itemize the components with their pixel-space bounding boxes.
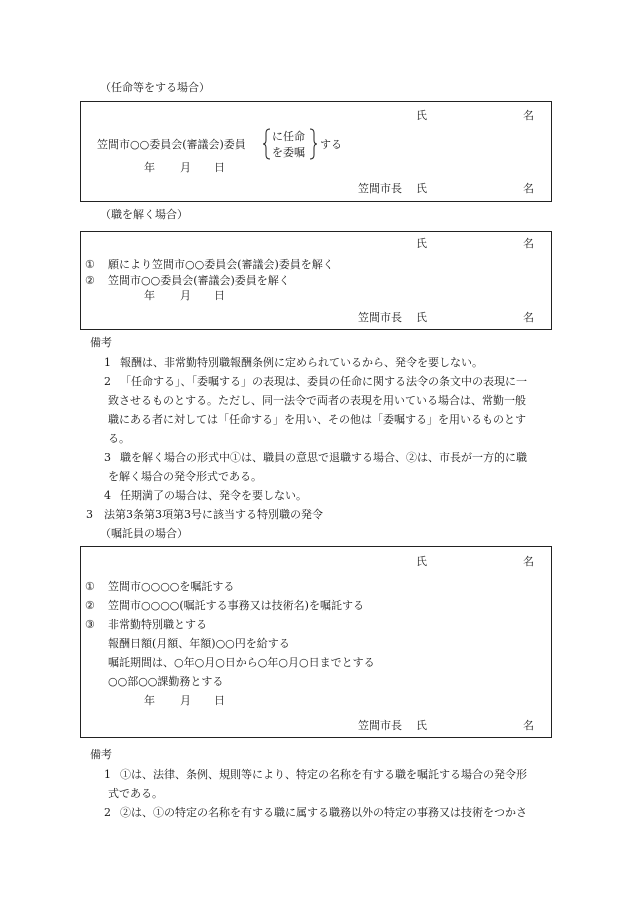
remarks1-title: 備考	[90, 336, 112, 349]
section1-name-label-1: 氏	[416, 109, 427, 122]
section3-sub-remuneration: 報酬日額(月額、年額)○○円を給する	[108, 637, 290, 650]
remarks2-title: 備考	[90, 748, 112, 761]
section1-date-day: 日	[214, 161, 225, 174]
remarks1-number-4: 4	[104, 489, 111, 502]
section1-signer-name-1: 氏	[416, 182, 427, 195]
section3-item1-text: 笠間市○○○○を嘱託する	[108, 580, 235, 593]
remarks1-text-1: 報酬は、非常勤特別職報酬条例に定められているから、発令を要しない。	[120, 356, 483, 369]
remarks1-text-3-line1: 職を解く場合の形式中①は、職員の意思で退職する場合、②は、市長が一方的に職	[120, 451, 527, 464]
section2-date-day: 日	[214, 289, 225, 302]
remarks1-text-2-line3: 職にある者に対しては「任命する」を用い、その他は「委嘱する」を用いるものとす	[108, 413, 526, 426]
section3-item3-text: 非常勤特別職とする	[108, 618, 207, 631]
section2-signer-name-2: 名	[523, 311, 534, 324]
section3-item2-text: 笠間市○○○○(嘱託する事務又は技術名)を嘱託する	[108, 599, 364, 612]
remarks1-text-4: 任期満了の場合は、発令を要しない。	[120, 489, 307, 502]
section3-date-month: 月	[180, 694, 191, 707]
section3-item1-marker: ①	[85, 580, 95, 593]
section2-date-year: 年	[144, 289, 155, 302]
section3-item2-marker: ②	[85, 599, 95, 612]
section1-appointment-line: 笠間市○○委員会(審議会)委員	[97, 138, 246, 151]
section1-bracket-option-appoint: に任命	[272, 130, 305, 143]
section1-date-month: 月	[180, 161, 191, 174]
remarks2-text-1-line2: 式である。	[108, 787, 163, 800]
section2-date-month: 月	[180, 289, 191, 302]
section3-date-year: 年	[144, 694, 155, 707]
section2-signer: 笠間市長	[358, 311, 402, 324]
section1-line-suffix: する	[320, 138, 342, 151]
remarks1-number-3: 3	[104, 451, 111, 464]
remarks2-number-1: 1	[104, 768, 111, 781]
remarks1-text-2-line2: 致させるものとする。ただし、同一法令で両者の表現を用いている場合は、常勤一般	[108, 394, 526, 407]
section3-sub-assignment: ○○部○○課勤務とする	[108, 675, 224, 688]
remarks2-text-2: ②は、①の特定の名称を有する職に属する職務以外の特定の事務又は技術をつかさ	[120, 806, 527, 819]
remarks1-text-2-line1: 「任命する」、「委嘱する」の表現は、委員の任命に関する法令の条文中の表現に一	[120, 375, 527, 388]
section3-number: 3	[86, 508, 93, 521]
section2-item2-marker: ②	[85, 274, 95, 287]
section1-heading: （任命等をする場合）	[100, 81, 210, 94]
section1-signer-name-2: 名	[523, 182, 534, 195]
section2-heading: （職を解く場合）	[100, 208, 188, 221]
section3-name-label-2: 名	[523, 555, 534, 568]
remarks1-number-1: 1	[104, 356, 111, 369]
section3-item3-marker: ③	[85, 618, 95, 631]
section3-name-label-1: 氏	[416, 555, 427, 568]
section1-bracket-option-commission: を委嘱	[272, 146, 305, 159]
section3-signer-name-2: 名	[523, 719, 534, 732]
remarks1-text-2-line4: る。	[108, 432, 130, 445]
section2-name-label-2: 名	[523, 237, 534, 250]
remarks2-number-2: 2	[104, 806, 111, 819]
section2-item1-marker: ①	[85, 258, 95, 271]
section3-signer-name-1: 氏	[416, 719, 427, 732]
section1-date-year: 年	[144, 161, 155, 174]
section3-sub-period: 嘱託期間は、○年○月○日から○年○月○日までとする	[108, 656, 375, 669]
section3-title: 法第3条第3項第3号に該当する特別職の発令	[104, 508, 323, 521]
remarks1-number-2: 2	[104, 375, 111, 388]
section1-signer: 笠間市長	[358, 182, 402, 195]
section2-signer-name-1: 氏	[416, 311, 427, 324]
section1-name-label-2: 名	[523, 109, 534, 122]
section3-signer: 笠間市長	[358, 719, 402, 732]
remarks2-text-1-line1: ①は、法律、条例、規則等により、特定の名称を有する職を嘱託する場合の発令形	[120, 768, 527, 781]
section2-name-label-1: 氏	[416, 237, 427, 250]
section2-item1-text: 願により笠間市○○委員会(審議会)委員を解く	[108, 258, 334, 271]
section3-date-day: 日	[214, 694, 225, 707]
section2-item2-text: 笠間市○○委員会(審議会)委員を解く	[108, 274, 290, 287]
section3-heading: （嘱託員の場合）	[100, 527, 188, 540]
remarks1-text-3-line2: を解く場合の発令形式である。	[108, 470, 262, 483]
